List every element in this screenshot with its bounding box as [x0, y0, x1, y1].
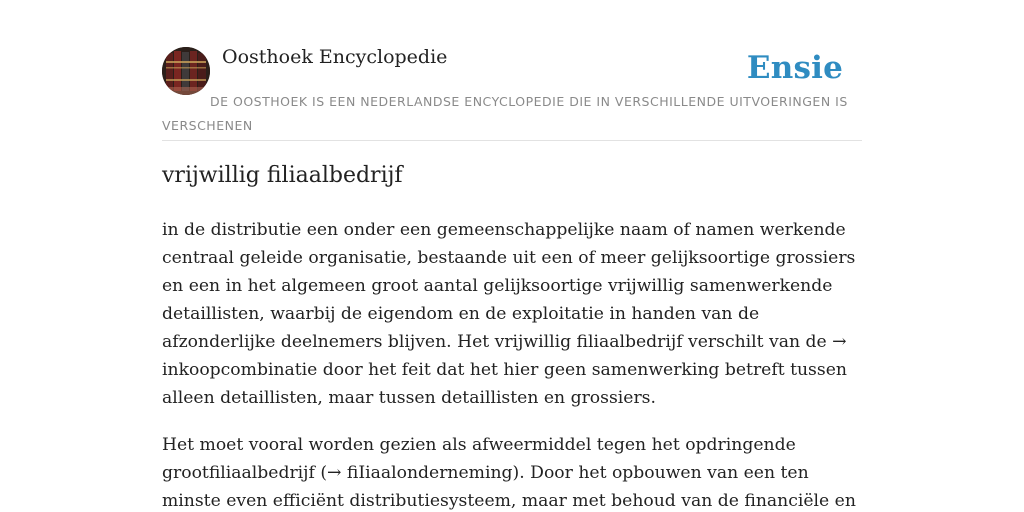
page-container: [162, 0, 862, 511]
article-body: [162, 216, 862, 512]
article-title: vrijwillig filiaalbedrijf: [162, 163, 403, 188]
site-name[interactable]: Oosthoek Encyclopedie: [222, 46, 448, 68]
books-icon: [162, 47, 210, 95]
site-tagline: DE OOSTHOEK IS EEN NEDERLANDSE ENCYCLOPEDIE DIE IN VERSCHILLENDE UITVOERINGEN IS VERSCHENEN: [162, 94, 848, 133]
article-paragraph: Het moet vooral worden gezien als afweermiddel tegen het opdringende grootfiliaalbedrijf (→ fiIiaalonderneming). Door het opbouwen van een ten minste even efficiënt distributiesysteem, maar met behoud van de financiële en: [162, 435, 856, 511]
article-paragraph: in de distributie een onder een gemeenschappelijke naam of namen werkende centraal geleide organisatie, bestaande uit een of meer gelijksoortige grossiers en een in het algemeen groot aantal gelijksoortige vrijwillig samenwerkende detaillisten, waarbij de eigendom en de exploitatie in handen van de afzonderlijke deelnemers blijven. Het vrijwillig filiaalbedrijf verschilt van de → inkoopcombinatie door het feit dat het hier geen samenwerking betreft tussen alleen detaillisten, maar tussen detaillisten en grossiers.: [162, 220, 856, 408]
site-avatar[interactable]: [162, 47, 210, 95]
site-header: [162, 0, 862, 141]
brand-logo[interactable]: Ensie: [746, 50, 843, 86]
